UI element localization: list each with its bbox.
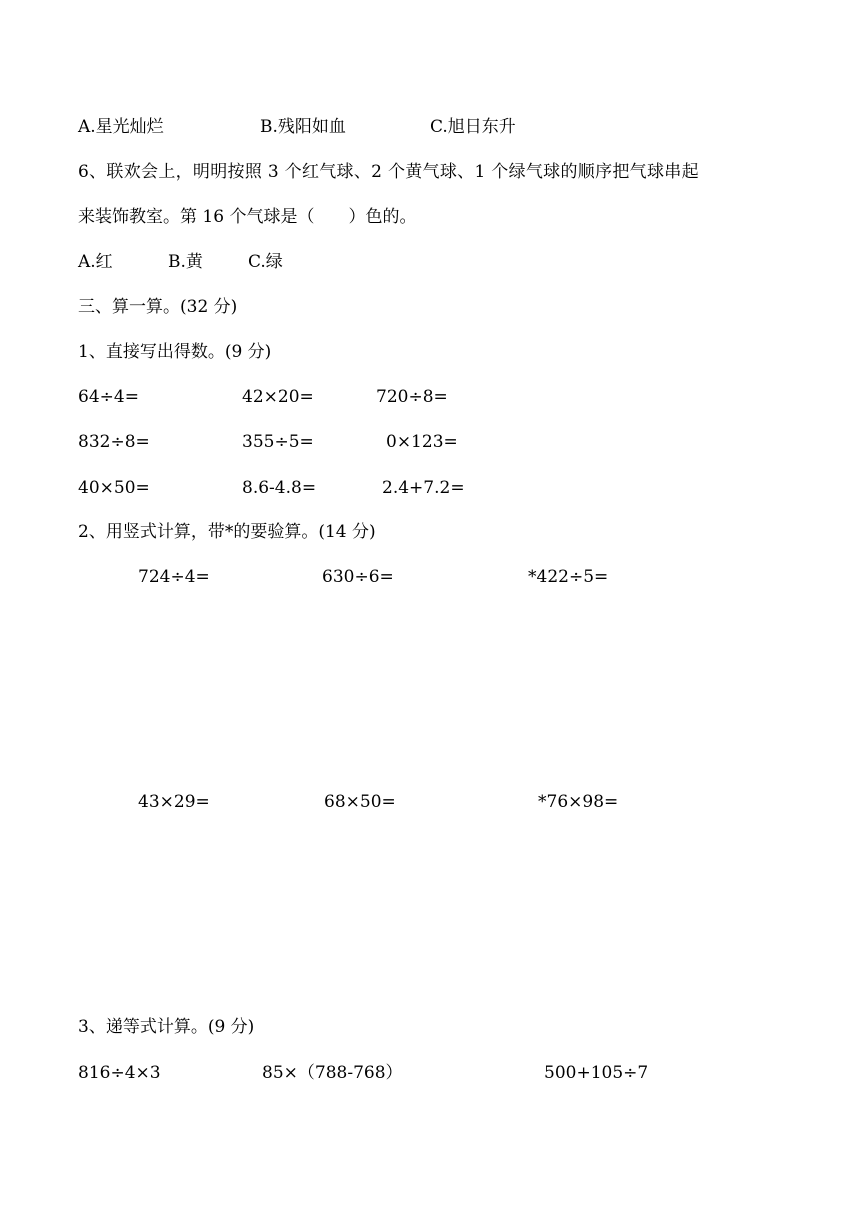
q6-option-b: B.黄 [168,252,203,272]
mental-calc-r1c2: 42×20= [242,387,314,407]
q5-option-c: C.旭日东升 [430,117,516,137]
vertical-calc-3: *422÷5= [528,567,609,587]
mental-calc-r1c1: 64÷4= [78,387,139,407]
mental-calc-r1c3: 720÷8= [376,387,448,407]
mental-calc-r2c2: 355÷5= [242,432,314,452]
q5-option-b: B.残阳如血 [260,117,346,137]
part-2-title: 2、用竖式计算，带*的要验算。(14 分) [78,522,376,542]
q6-option-a: A.红 [78,252,113,272]
vertical-calc-2: 630÷6= [322,567,394,587]
vertical-calc-4: 43×29= [138,792,210,812]
mental-calc-r3c2: 8.6-4.8= [242,478,317,498]
step-calc-2: 85×（788-768） [262,1063,403,1083]
step-calc-1: 816÷4×3 [78,1063,161,1083]
section-3-title: 三、算一算。(32 分) [78,297,238,317]
mental-calc-r2c3: 0×123= [386,432,458,452]
part-1-title: 1、直接写出得数。(9 分) [78,342,272,362]
part-3-title: 3、递等式计算。(9 分) [78,1017,255,1037]
mental-calc-r3c1: 40×50= [78,478,150,498]
q5-option-a: A.星光灿烂 [78,117,164,137]
q6-line-1: 6、联欢会上，明明按照 3 个红气球、2 个黄气球、1 个绿气球的顺序把气球串起 [78,162,699,182]
vertical-calc-1: 724÷4= [138,567,210,587]
q6-option-c: C.绿 [248,252,283,272]
mental-calc-r2c1: 832÷8= [78,432,150,452]
vertical-calc-5: 68×50= [324,792,396,812]
step-calc-3: 500+105÷7 [544,1063,649,1083]
q6-line-2: 来装饰教室。第 16 个气球是（ ）色的。 [78,207,417,227]
mental-calc-r3c3: 2.4+7.2= [382,478,465,498]
vertical-calc-6: *76×98= [538,792,619,812]
